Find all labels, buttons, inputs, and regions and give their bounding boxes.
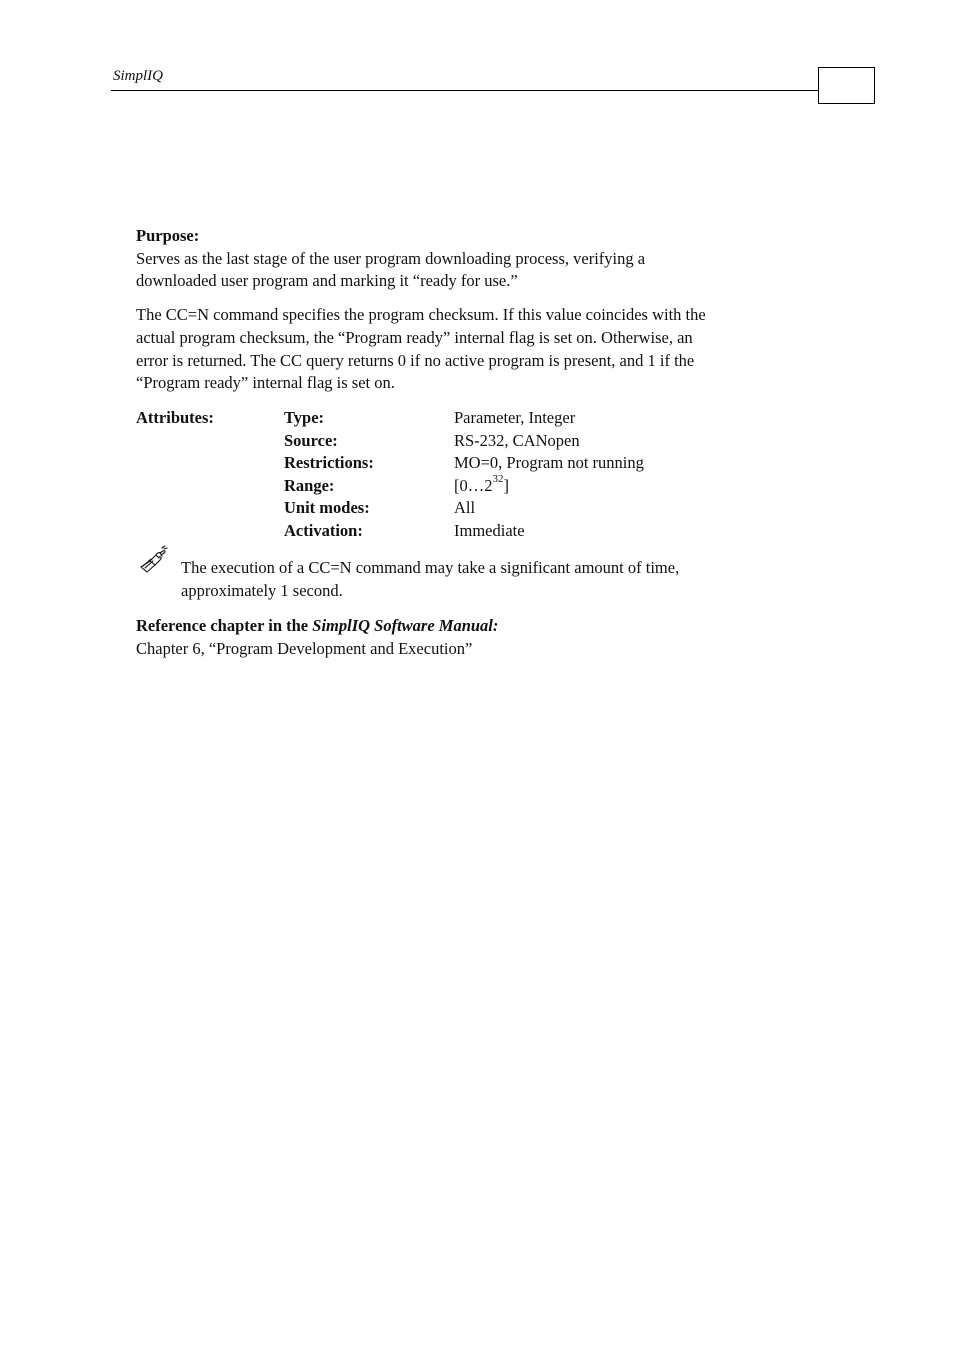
attribute-key: Range: bbox=[284, 475, 335, 495]
attribute-row bbox=[136, 430, 796, 453]
note-writing-hand-icon bbox=[138, 545, 168, 575]
purpose-section bbox=[136, 225, 796, 395]
purpose-heading: Purpose: bbox=[136, 226, 200, 245]
reference-heading bbox=[136, 615, 796, 638]
attribute-value: MO=0, Program not running bbox=[454, 453, 644, 473]
reference-prefix: Reference chapter in the bbox=[136, 616, 313, 636]
attribute-key: Type: bbox=[284, 407, 325, 427]
range-suffix: ] bbox=[503, 475, 509, 495]
description-line-3: error is returned. The CC query returns 0 if no active program is present, and 1 if the bbox=[136, 350, 695, 370]
range-exponent: 32 bbox=[492, 473, 504, 486]
attribute-row bbox=[136, 497, 796, 520]
attribute-value-range bbox=[454, 475, 509, 498]
attribute-key: Activation: bbox=[284, 520, 363, 540]
header-rule bbox=[111, 90, 819, 91]
document-body bbox=[136, 225, 796, 661]
note-line-2: approximately 1 second. bbox=[181, 581, 343, 601]
attributes-heading: Attributes: bbox=[136, 407, 214, 427]
page-number-box bbox=[818, 67, 875, 104]
purpose-line-2: downloaded user program and marking it “ready for use.” bbox=[136, 271, 518, 291]
reference-chapter: Chapter 6, “Program Development and Execution” bbox=[136, 639, 473, 659]
attribute-value: RS-232, CANopen bbox=[454, 430, 580, 450]
attribute-row bbox=[136, 520, 796, 543]
attributes-table bbox=[136, 407, 796, 543]
attribute-row bbox=[136, 407, 796, 430]
attribute-key: Restrictions: bbox=[284, 453, 374, 473]
attribute-value: All bbox=[454, 498, 476, 518]
header-title: SimplIQ bbox=[113, 68, 163, 84]
attribute-row bbox=[136, 475, 796, 498]
attribute-key: Unit modes: bbox=[284, 498, 370, 518]
purpose-line-1: Serves as the last stage of the user program downloading process, verifying a bbox=[136, 248, 646, 268]
attribute-value: Parameter, Integer bbox=[454, 407, 576, 427]
note-block bbox=[136, 557, 796, 603]
description-line-4: “Program ready” internal flag is set on. bbox=[136, 373, 395, 393]
attribute-key: Source: bbox=[284, 430, 338, 450]
reference-manual-title: SimplIQ Software Manual: bbox=[312, 616, 499, 636]
reference-section bbox=[136, 615, 796, 660]
description-line-1: The CC=N command specifies the program checksum. If this value coincides with the bbox=[136, 305, 706, 325]
description-paragraph bbox=[136, 304, 796, 395]
attribute-row bbox=[136, 452, 796, 475]
note-line-1: The execution of a CC=N command may take a significant amount of time, bbox=[181, 558, 680, 578]
range-prefix: [0…2 bbox=[454, 475, 493, 495]
attribute-value: Immediate bbox=[454, 520, 525, 540]
description-line-2: actual program checksum, the “Program ready” internal flag is set on. Otherwise, an bbox=[136, 327, 693, 347]
